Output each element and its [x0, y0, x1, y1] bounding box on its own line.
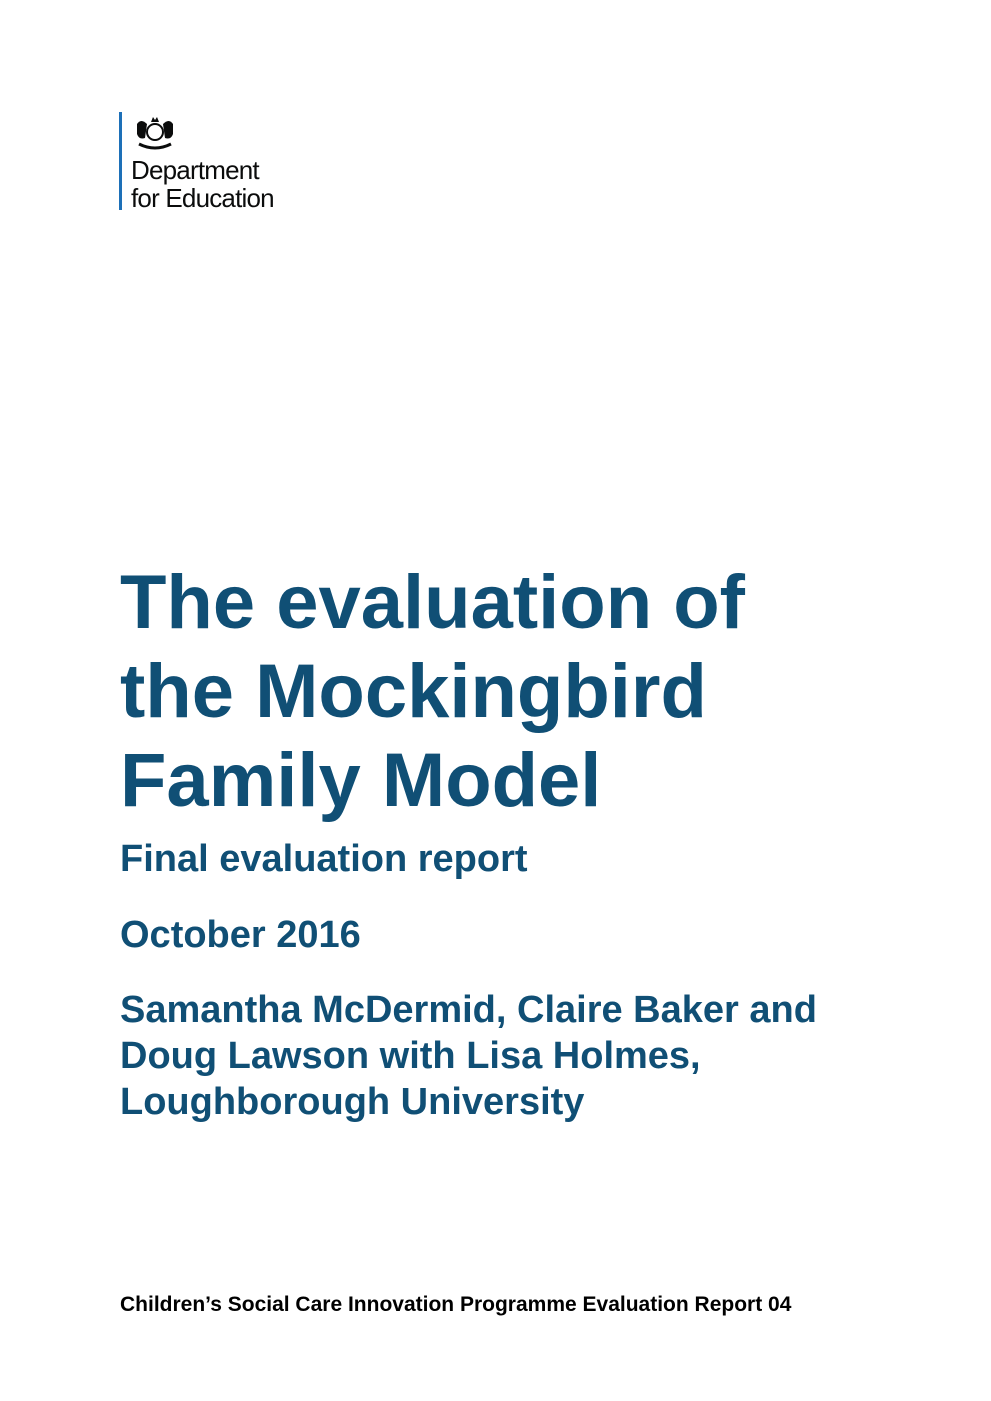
logo-text	[131, 156, 274, 212]
authors-line-1: Samantha McDermid, Claire Baker and	[120, 989, 817, 1031]
series-footer: Children’s Social Care Innovation Programme Evaluation Report 04	[120, 1293, 792, 1316]
title-line-3: Family Model	[120, 738, 602, 823]
report-date: October 2016	[120, 914, 361, 956]
logo-line-1: Department	[131, 155, 259, 185]
authors	[120, 987, 817, 1125]
title-line-2: the Mockingbird	[120, 649, 707, 734]
authors-line-2: Doug Lawson with Lisa Holmes,	[120, 1035, 701, 1077]
logo-line-2: for Education	[131, 183, 274, 213]
authors-line-3: Loughborough University	[120, 1081, 585, 1123]
logo-bar	[119, 112, 122, 210]
subtitle: Final evaluation report	[120, 838, 528, 880]
title-line-1: The evaluation of	[120, 560, 745, 645]
report-title	[120, 558, 745, 825]
royal-coat-of-arms-icon	[131, 112, 179, 152]
